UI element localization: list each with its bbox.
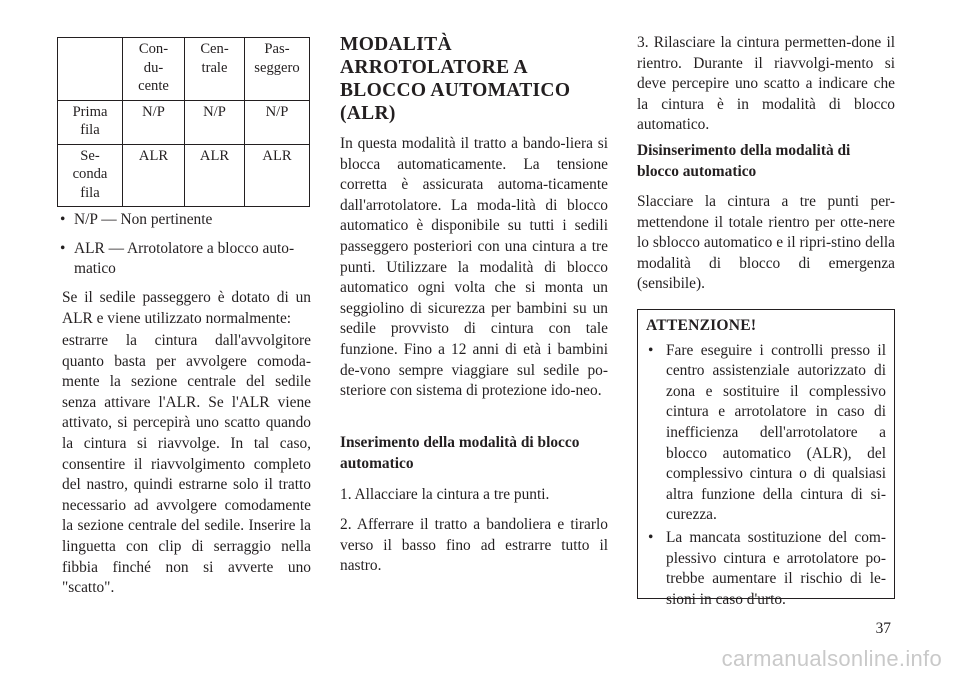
header-passenger: Pas- seggero — [254, 41, 300, 76]
warning-list — [646, 341, 886, 611]
seat-alr-table — [57, 37, 310, 207]
table-header-cell — [123, 38, 185, 101]
paragraph: In questa modalità il tratto a bando-liera si blocca automaticamente. La tensione corretta è assicurata automa-ticamente dall'arrotolatore. La moda-lità di blocco automatico è disponibile su tutti i sedili passeggero posteriori con una cintura a tre punti. Utilizzare la modalità di blocco automatico ogni volta che si monta un seggiolino di sicurezza per bambini su un sedile provvisto di cintura con tale funzione. Fino a 12 anni di età i bambini de-vono sempre viaggiare sul sedile po-steriore con sistema di protezione ido-neo. — [340, 135, 608, 400]
section-heading: MODALITÀ ARROTOLATORE A BLOCCO AUTOMATICO (ALR) — [340, 34, 571, 124]
page-number: 37 — [875, 620, 891, 637]
table-cell: N/P — [185, 100, 245, 144]
table-cell: ALR — [123, 144, 185, 207]
step-item: 1. Allacciare la cintura a tre punti. — [340, 486, 550, 503]
table-row — [58, 100, 310, 144]
legend-item-text: ALR — Arrotolatore a blocco auto- matico — [74, 239, 295, 278]
header-driver: Con- du- cente — [138, 41, 169, 94]
step-item: 2. Afferrare il tratto a bandoliera e tirarlo verso il basso fino ad estrarre tutto il nastro. — [340, 516, 608, 575]
paragraph: estrarre la cintura dall'avvolgitore quanto basta per avvolgere comoda-mente la sezione centrale del sedile senza attivare l'ALR. Se l'ALR viene attivato, si percepirà uno scatto quando la cintura si riavvolge. In tal caso, consentire il riavvolgimento completo del nastro, quindi estrarne solo il tratto necessario ad avvolgere comodamente la sezione centrale del sedile. Inserire la linguetta con clip di serraggio nella fibbia finché non si avverte uno "scatto". — [62, 332, 311, 597]
warning-box — [637, 309, 895, 608]
warning-item: • Fare eseguire i controlli presso il centro assistenziale autorizzato di zona e sostituire il complessivo cintura e arrotolatore in caso di inefficienza dell'arrotolatore a blocco automatico (ALR), del complessivo cintura o di qualsiasi altra funzione della cintura di si-curezza. — [646, 341, 886, 526]
table-cell — [58, 144, 123, 207]
table-cell — [58, 100, 123, 144]
table-cell: ALR — [245, 144, 310, 207]
row-label-first: Prima fila — [72, 103, 108, 138]
table-row — [58, 144, 310, 207]
row-label-second: Se- conda fila — [72, 147, 108, 201]
table-header-cell — [185, 38, 245, 101]
table-cell: N/P — [245, 100, 310, 144]
subheading: Disinserimento della modalità di blocco automatico — [637, 142, 851, 180]
legend-list — [60, 210, 312, 288]
table-cell: ALR — [185, 144, 245, 207]
table-header-cell — [245, 38, 310, 101]
paragraph: Se il sedile passeggero è dotato di un ALR e viene utilizzato normalmente: — [62, 289, 311, 327]
table-cell: N/P — [123, 100, 185, 144]
header-center: Cen- trale — [200, 41, 229, 76]
step-item: 3. Rilasciare la cintura permetten-done il rientro. Durante il riavvolgi-mento si deve percepire uno scatto a indicare che la cintura è in modalità di blocco automatico. — [637, 34, 895, 134]
table-header-cell — [58, 38, 123, 101]
paragraph: Slacciare la cintura a tre punti per-mettendone il totale rientro per otte-nere lo sblocco automatico e il ripri-stino della modalità di blocco di emergenza (sensibile). — [637, 193, 895, 293]
subheading: Inserimento della modalità di blocco automatico — [340, 434, 580, 472]
watermark: carmanualsonline.info — [721, 646, 942, 671]
legend-item: • N/P — Non pertinente — [60, 210, 312, 231]
table-header-row — [58, 38, 310, 101]
warning-item: • La mancata sostituzione del com-plessivo cintura e arrotolatore po-trebbe aumentare il rischio di le-sioni in caso d'urto. — [646, 528, 886, 610]
legend-item — [60, 239, 312, 280]
warning-title: ATTENZIONE! — [646, 317, 757, 334]
